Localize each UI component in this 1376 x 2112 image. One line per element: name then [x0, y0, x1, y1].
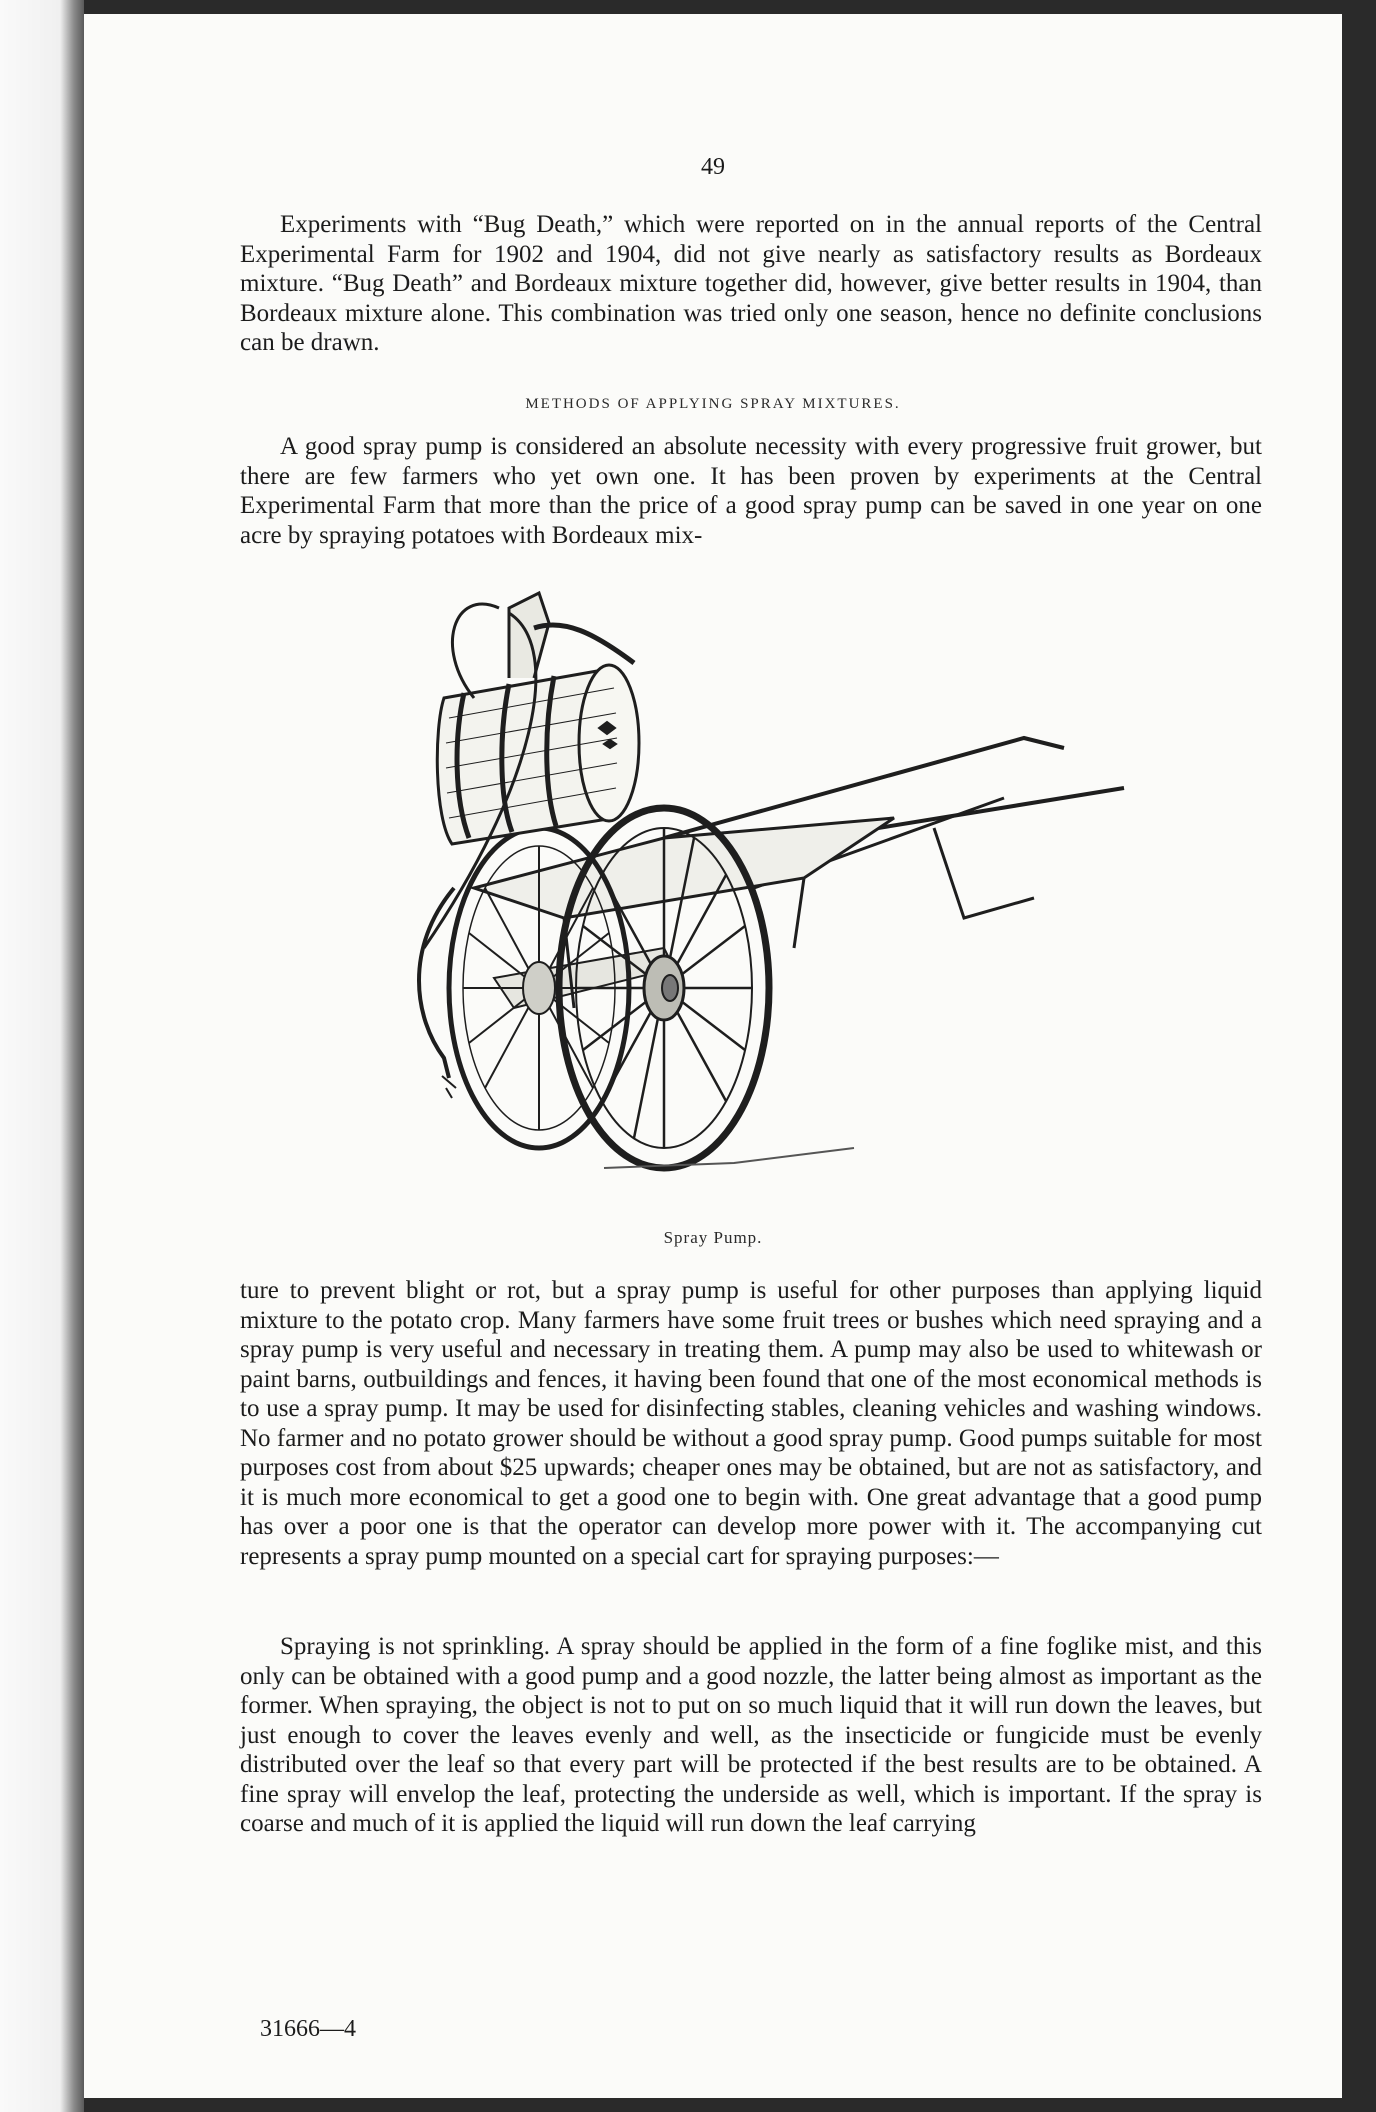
- left-page-edge: [0, 0, 84, 2112]
- page-number: 49: [701, 154, 725, 180]
- paragraph-bug-death: [240, 210, 1262, 358]
- printer-signature: 31666—4: [260, 2016, 356, 2042]
- paragraph-spraying-technique: [240, 1632, 1262, 1839]
- section-heading: METHODS OF APPLYING SPRAY MIXTURES.: [525, 396, 901, 412]
- paragraph-text: Spraying is not sprinkling. A spray should be applied in the form of a fine foglike mist, and this only can be obtained with a good pump and a good nozzle, the latter being almost as important as the former. When spraying, the object is not to put on so much liquid that it will run down the leaves, but just enough to cover the leaves evenly and well, as the insecticide or fungicide must be evenly distributed over the leaf so that every part will be protected if the best results are to be obtained. A fine spray will envelop the leaf, protecting the underside as well, which is important. If the spray is coarse and much of it is applied the liquid will run down the leaf carrying: [240, 1633, 1262, 1837]
- figure-caption: Spray Pump.: [663, 1228, 763, 1247]
- spray-pump-cart-illustration: [334, 588, 1164, 1208]
- paragraph-text: ture to prevent blight or rot, but a spray pump is useful for other purposes than applying liquid mixture to the potato crop. Many farmers have some fruit trees or bushes which need spraying and a spray pump is very useful and necessary in treating them. A pump may also be used to whitewash or paint barns, outbuildings and fences, it having been found that one of the most economical methods is to use a spray pump. It may be used for disinfecting stables, cleaning vehicles and washing windows. No farmer and no potato grower should be without a good spray pump. Good pumps suitable for most purposes cost from about $25 upwards; cheaper ones may be obtained, but are not as satisfactory, and it is much more economical to get a good one to begin with. One great advantage that a good pump has over a poor one is that the operator can develop more power with it. The accompanying cut represents a spray pump mounted on a special cart for spraying purposes:—: [240, 1277, 1262, 1570]
- paragraph-spray-pump-intro: [240, 432, 1262, 550]
- paragraph-spray-pump-uses: [240, 1276, 1262, 1571]
- document-page: [84, 14, 1342, 2098]
- paragraph-text: Experiments with “Bug Death,” which were reported on in the annual reports of the Central Experimental Farm for 1902 and 1904, did not give nearly as satisfactory results as Bordeaux mixture. “Bug Death” and Bordeaux mixture together did, however, give better results in 1904, than Bordeaux mixture alone. This combination was tried only one season, hence no definite conclusions can be drawn.: [240, 211, 1262, 356]
- paragraph-text: A good spray pump is considered an absolute necessity with every progressive fruit grower, but there are few farmers who yet own one. It has been proven by experiments at the Central Experimental Farm that more than the price of a good spray pump can be saved in one year on one acre by spraying potatoes with Bordeaux mix-: [240, 433, 1262, 549]
